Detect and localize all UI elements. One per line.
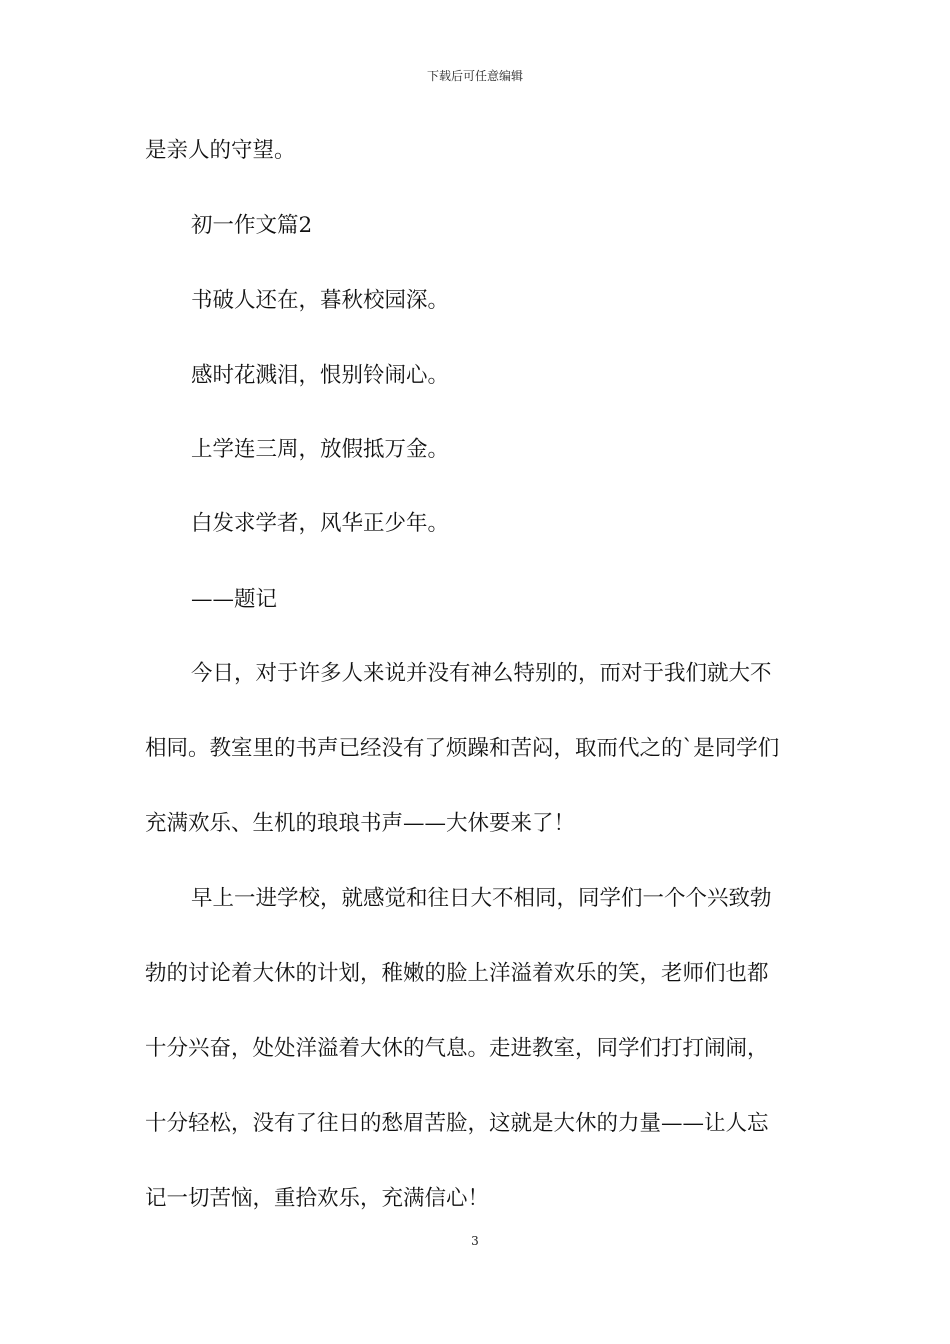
page-number: 3	[471, 1234, 479, 1248]
section-heading: 初一作文篇2	[191, 213, 313, 238]
paragraph-line: 记一切苦恼，重拾欢乐，充满信心！	[145, 1186, 490, 1211]
text-line: 是亲人的守望。	[145, 138, 296, 163]
poem-line: 上学连三周，放假抵万金。	[191, 437, 450, 462]
paragraph-line: 十分兴奋，处处洋溢着大休的气息。走进教室，同学们打打闹闹，	[145, 1036, 769, 1061]
poem-line: 白发求学者，风华正少年。	[191, 511, 450, 536]
page-header: 下载后可任意编辑	[426, 69, 523, 83]
paragraph-line: 早上一进学校，就感觉和往日大不相同，同学们一个个兴致勃	[191, 886, 772, 911]
paragraph-line: 勃的讨论着大休的计划，稚嫩的脸上洋溢着欢乐的笑，老师们也都	[145, 961, 769, 986]
paragraph-line: 今日，对于许多人来说并没有神么特别的，而对于我们就大不	[191, 661, 772, 686]
poem-line: 感时花溅泪，恨别铃闹心。	[191, 363, 450, 388]
epigraph-attribution: ——题记	[191, 587, 278, 612]
poem-line: 书破人还在，暮秋校园深。	[191, 288, 450, 313]
paragraph-line: 相同。教室里的书声已经没有了烦躁和苦闷，取而代之的`是同学们	[145, 736, 780, 761]
paragraph-line: 十分轻松，没有了往日的愁眉苦脸，这就是大休的力量——让人忘	[145, 1111, 769, 1136]
paragraph-line: 充满欢乐、生机的琅琅书声——大休要来了！	[145, 811, 576, 836]
